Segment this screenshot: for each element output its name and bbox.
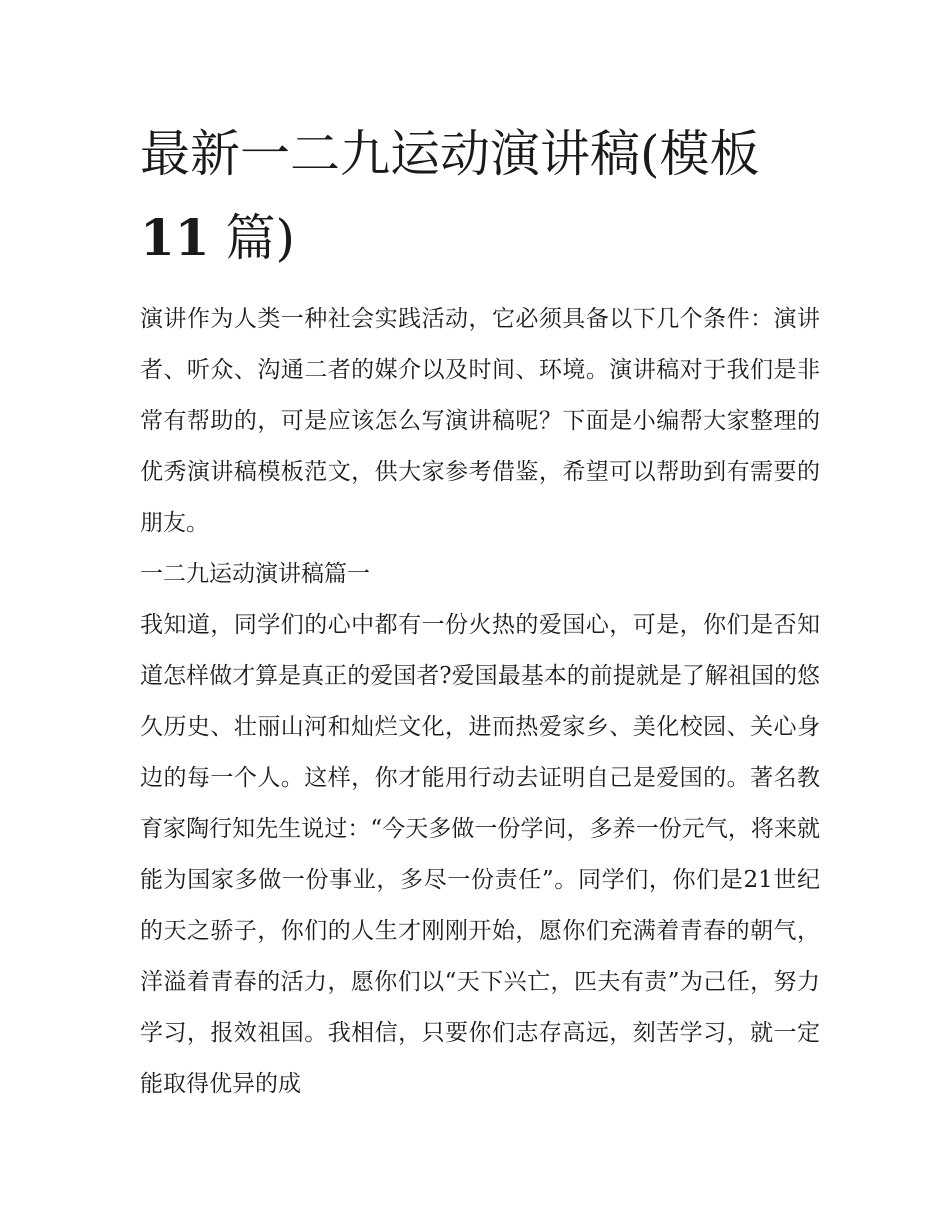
title-line-2: 篇)	[209, 209, 295, 267]
intro-paragraph: 演讲作为人类一种社会实践活动，它必须具备以下几个条件：演讲者、听众、沟通二者的媒介以及时间、环境。演讲稿对于我们是非常有帮助的，可是应该怎么写演讲稿呢？下面是小编帮大家整理的优秀演讲稿模板范文，供大家参考借鉴，希望可以帮助到有需要的朋友。	[140, 306, 820, 536]
document-page	[140, 112, 820, 1110]
title-number: 11	[140, 208, 210, 267]
body-paragraph: 我知道，同学们的心中都有一份火热的爱国心，可是，你们是否知道怎样做才算是真正的爱国者?爱国最基本的前提就是了解祖国的悠久历史、壮丽山河和灿烂文化，进而热爱家乡、美化校园、关心身边的每一个人。这样，你才能用行动去证明自己是爱国的。著名教育家陶行知先生说过：“今天多做一份学问，多养一份元气，将来就能为国家多做一份事业，多尽一份责任”。同学们，你们是21世纪的天之骄子，你们的人生才刚刚开始，愿你们充满着青春的朝气，洋溢着青春的活力，愿你们以“天下兴亡，匹夫有责”为己任，努力学习，报效祖国。我相信，只要你们志存高远，刻苦学习，就一定能取得优异的成	[140, 612, 820, 1097]
section-heading: 一二九运动演讲稿篇一	[140, 561, 370, 587]
title-line-1: 最新一二九运动演讲稿(模板	[140, 125, 760, 183]
document-title	[140, 112, 820, 280]
